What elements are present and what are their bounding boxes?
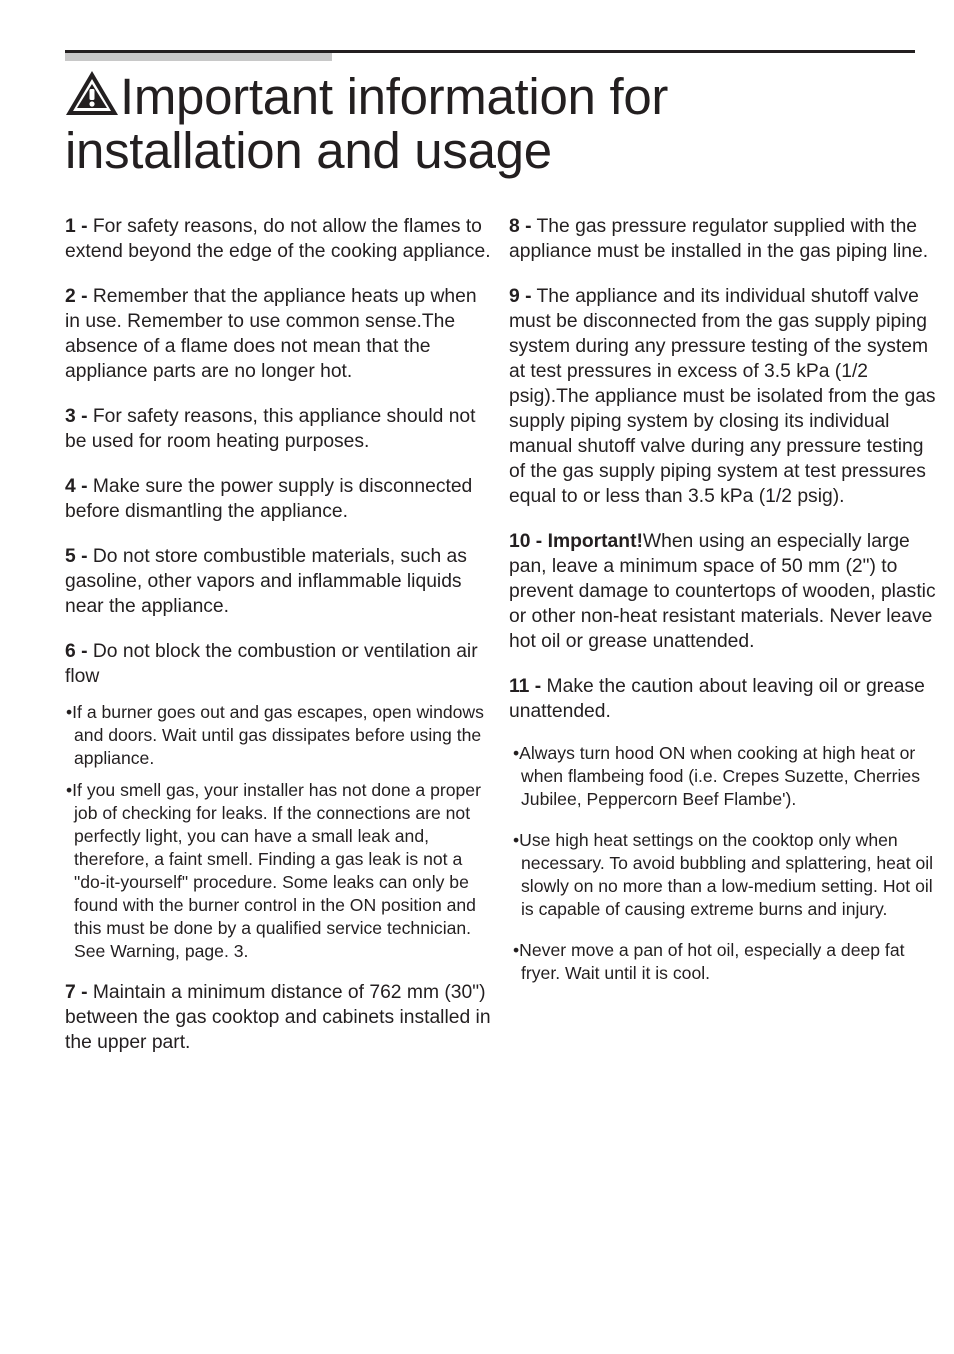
item-number: 1 -: [65, 216, 88, 237]
item-7: [65, 980, 495, 1055]
bullet-high-heat: •Use high heat settings on the cooktop only when necessary. To avoid bubbling and splattering, heat oil slowly on no more than a low-medium setting. Hot oil is capable of causing extreme burns and injury.: [513, 830, 934, 919]
bullet-gas-smell: •If you smell gas, your installer has not done a proper job of checking for leaks. If the connections are not perfectly light, you can have a small leak and, therefore, a faint smell. Finding a gas leak is not a "do-it-yourself" procedure. Some leaks can only be found with the burner control in the ON position and this must be done by a qualified service technician. See Warning, page. 3.: [66, 780, 481, 961]
item-number: 11 -: [509, 676, 542, 697]
item-number: 4 -: [65, 476, 88, 497]
item-number: 5 -: [65, 546, 88, 567]
item-text: For safety reasons, do not allow the flames to extend beyond the edge of the cooking appliance.: [65, 216, 491, 262]
item-number: 7 -: [65, 982, 88, 1003]
bullet-hot-oil: •Never move a pan of hot oil, especially a deep fat fryer. Wait until it is cool.: [513, 940, 905, 983]
item-11: [509, 674, 939, 724]
item-6: [65, 639, 495, 689]
item-2: [65, 284, 495, 384]
item-text: Remember that the appliance heats up when in use. Remember to use common sense.The absence of a flame does not mean that the appliance parts are no longer hot.: [65, 286, 477, 382]
item-3: [65, 404, 495, 454]
item-4: [65, 474, 495, 524]
title-line-1: Important information for: [120, 68, 669, 125]
item-5: [65, 544, 495, 619]
bullet-hood-on: •Always turn hood ON when cooking at high heat or when flambeing food (i.e. Crepes Suzette, Cherries Jubilee, Peppercorn Beef Flambe').: [513, 743, 920, 809]
item-text: Make sure the power supply is disconnected before dismantling the appliance.: [65, 476, 473, 522]
item-number: 9 -: [509, 286, 532, 307]
page-title: [65, 70, 925, 178]
item-9: [509, 284, 939, 509]
item-text: For safety reasons, this appliance should not be used for room heating purposes.: [65, 406, 476, 452]
item-number: 10 - Important!: [509, 531, 643, 552]
bullet-gas-escape: •If a burner goes out and gas escapes, open windows and doors. Wait until gas dissipates before using the appliance.: [66, 702, 484, 768]
item-1: [65, 214, 495, 264]
header-accent-bar: [65, 53, 332, 61]
item-text: The appliance and its individual shutoff valve must be disconnected from the gas supply piping system during any pressure testing of the system at test pressures in excess of 3.5 kPa (1/2 psig).The appliance must be isolated from the gas supply piping system by closing its individual manual shutoff valve during any pressure testing of the gas supply piping system at test pressures equal to or less than 3.5 kPa (1/2 psig).: [509, 286, 936, 507]
item-text: The gas pressure regulator supplied with the appliance must be installed in the gas piping line.: [509, 216, 929, 262]
item-8: [509, 214, 939, 264]
item-number: 3 -: [65, 406, 88, 427]
warning-triangle-icon: [65, 70, 119, 116]
left-column: [65, 214, 495, 1075]
item-text: Make the caution about leaving oil or grease unattended.: [509, 676, 925, 722]
item-text: Maintain a minimum distance of 762 mm (30") between the gas cooktop and cabinets installed in the upper part.: [65, 982, 491, 1053]
item-text: Do not store combustible materials, such as gasoline, other vapors and inflammable liquids near the appliance.: [65, 546, 467, 617]
item-number: 2 -: [65, 286, 88, 307]
item-10: [509, 529, 939, 654]
title-line-2: installation and usage: [65, 122, 552, 179]
item-text: When using an especially large pan, leave a minimum space of 50 mm (2") to prevent damage to countertops of wooden, plastic or other non-heat resistant materials. Never leave hot oil or grease unattended.: [509, 531, 936, 652]
item-text: Do not block the combustion or ventilation air flow: [65, 641, 478, 687]
item-number: 6 -: [65, 641, 88, 662]
right-column: [509, 214, 939, 1005]
item-number: 8 -: [509, 216, 532, 237]
